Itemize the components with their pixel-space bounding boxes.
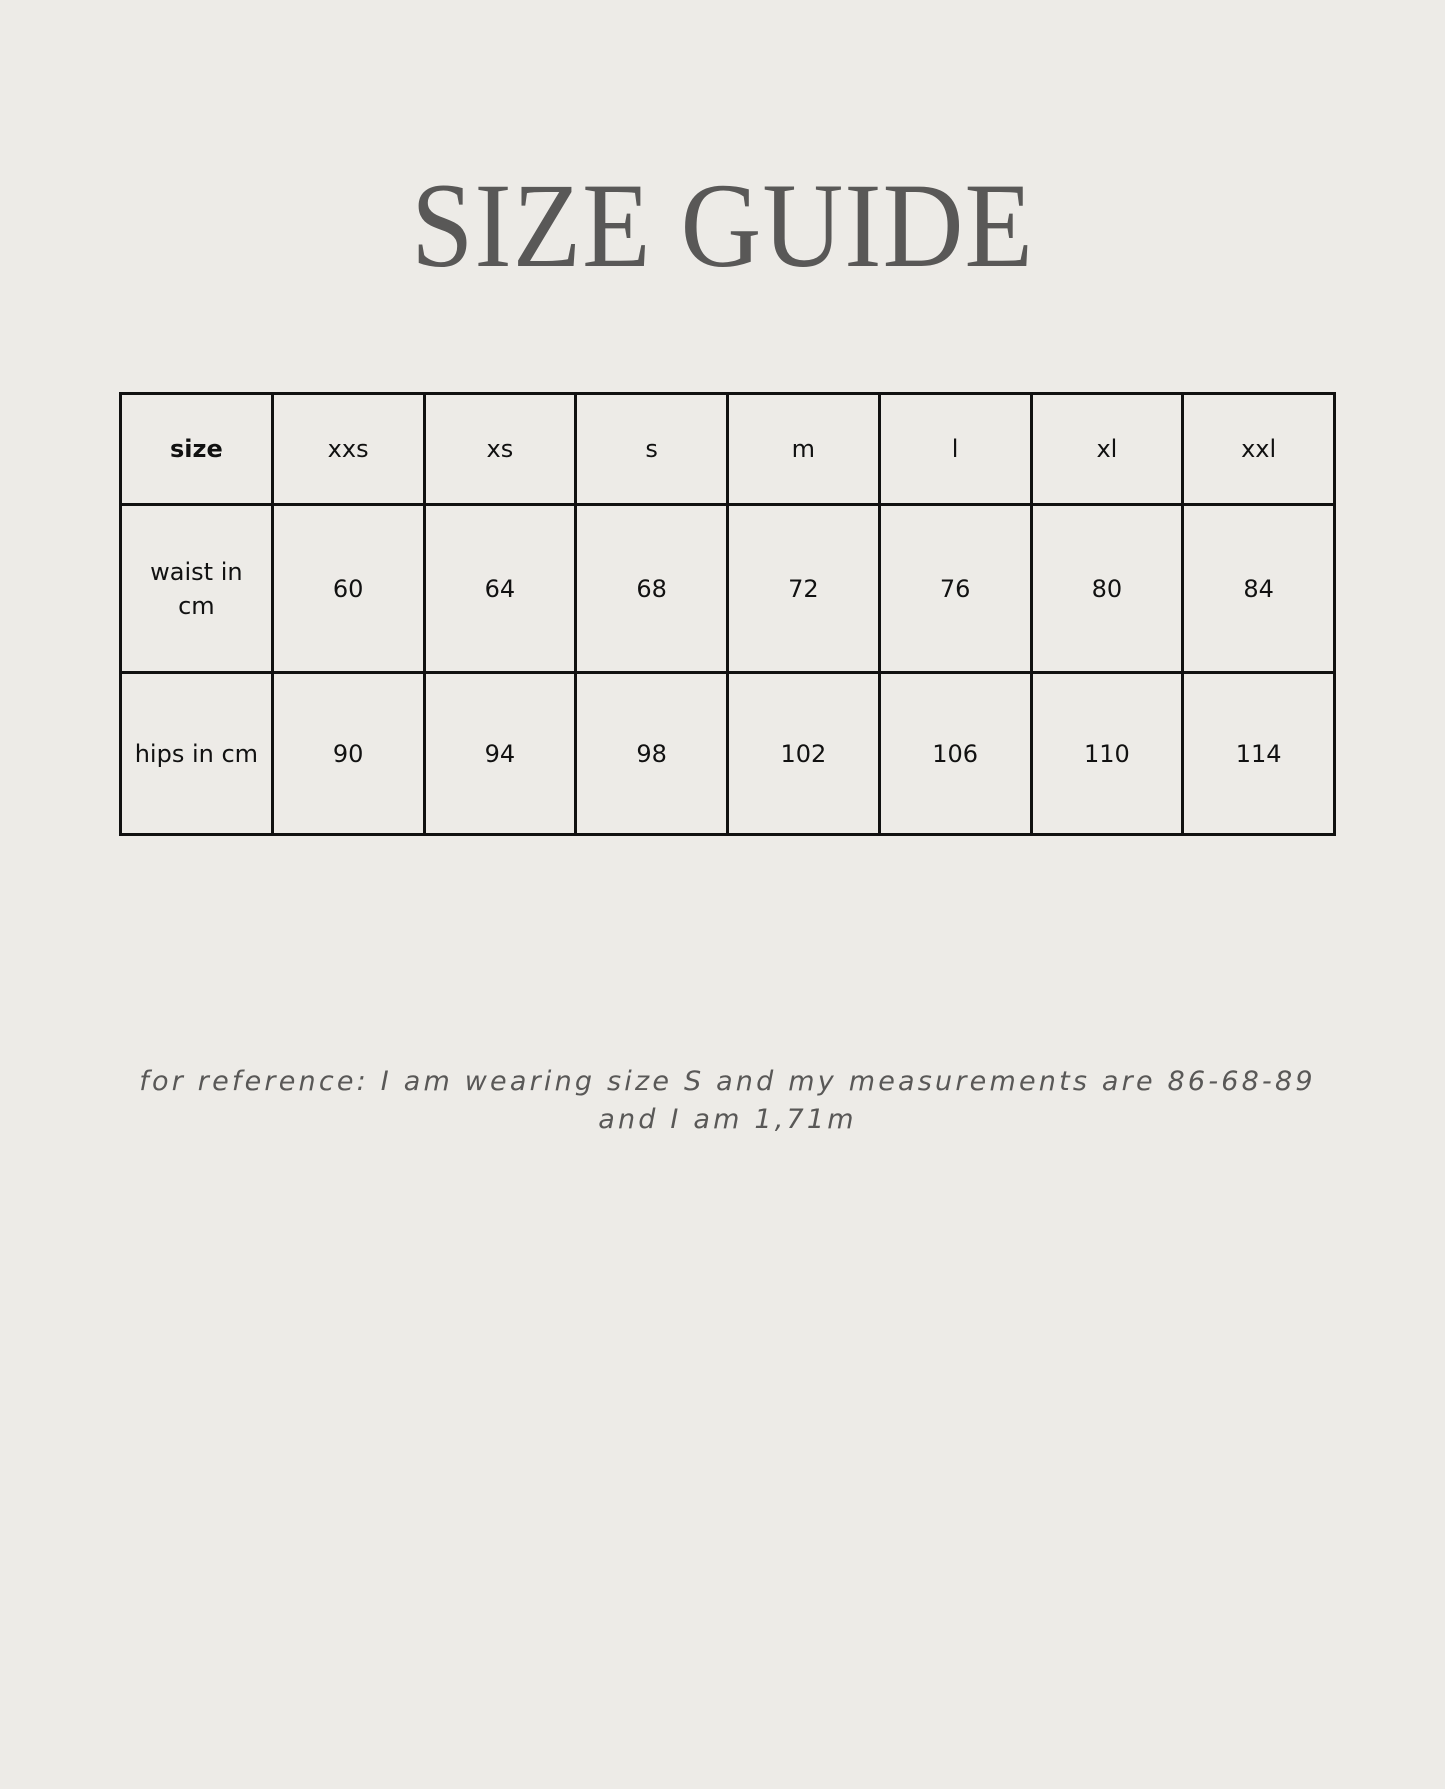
page-title: SIZE GUIDE [411,159,1034,293]
table-cell: 80 [1031,505,1183,673]
header-cell: xs [424,394,576,505]
header-label-cell: size [121,394,273,505]
table-cell: 76 [879,505,1031,673]
table-cell: 60 [272,505,424,673]
table-row-waist [121,505,1335,673]
table-cell: 94 [424,673,576,835]
table-cell: 64 [424,505,576,673]
table-cell: 114 [1183,673,1335,835]
table-cell: 90 [272,673,424,835]
reference-note: for reference: I am wearing size S and my measurements are 86-68-89 and I am 1,71m [139,1066,1316,1135]
header-cell: m [728,394,880,505]
header-cell: xxs [272,394,424,505]
row-label-cell: hips in cm [121,673,273,835]
header-cell: l [879,394,1031,505]
table-header-row [121,394,1335,505]
table-cell: 106 [879,673,1031,835]
size-table [119,392,1336,836]
header-cell: s [576,394,728,505]
table-cell: 110 [1031,673,1183,835]
table-cell: 84 [1183,505,1335,673]
table-cell: 68 [576,505,728,673]
row-label-cell: waist in cm [121,505,273,673]
table-row-hips [121,673,1335,835]
table-cell: 98 [576,673,728,835]
table-cell: 102 [728,673,880,835]
header-cell: xxl [1183,394,1335,505]
table-cell: 72 [728,505,880,673]
header-cell: xl [1031,394,1183,505]
